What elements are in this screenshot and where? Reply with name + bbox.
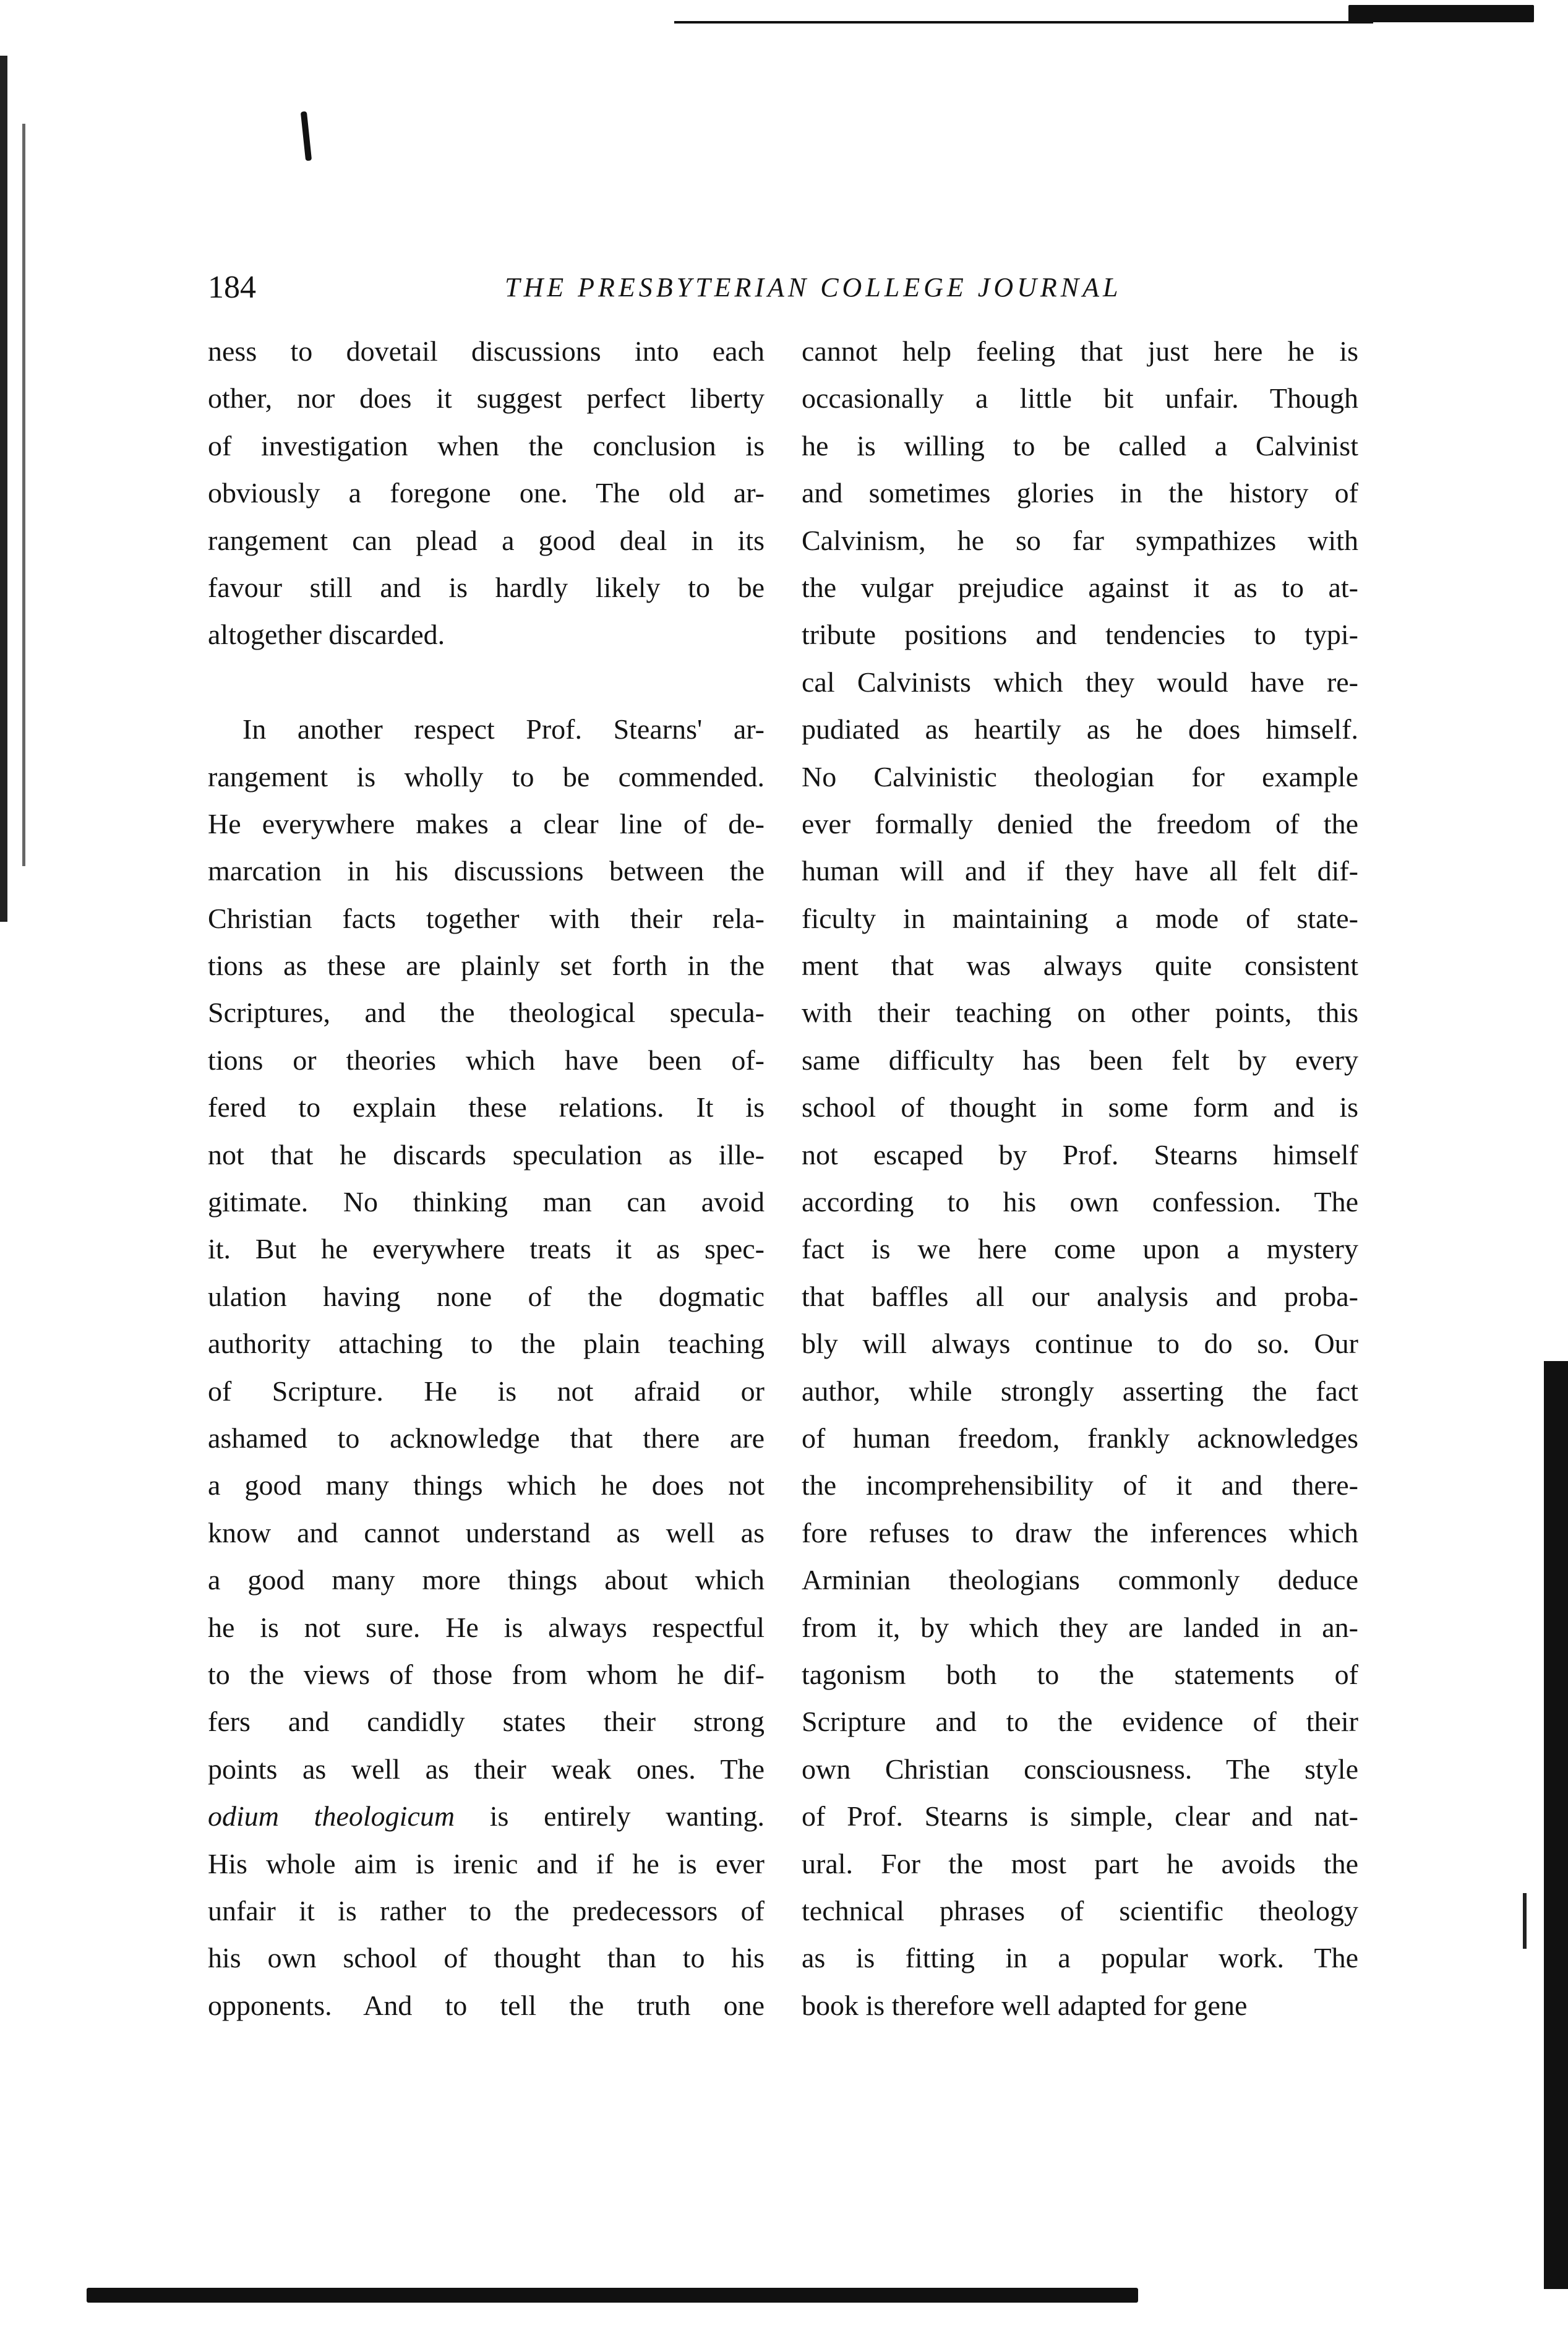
top-scan-rule-thick	[1348, 5, 1534, 22]
italic-phrase: odium theologicum	[208, 1800, 455, 1832]
text-line: In another respect Prof. Stearns' ar-	[242, 713, 765, 745]
text-line: of Scripture. He is not afraid or	[208, 1375, 765, 1407]
text-line: and sometimes glories in the history of	[802, 477, 1358, 509]
text-line: with their teaching on other points, this	[802, 997, 1358, 1029]
text-line: as is fitting in a popular work. The	[802, 1942, 1358, 1974]
text-line: ment that was always quite consistent	[802, 950, 1358, 982]
text-line: same difficulty has been felt by every	[802, 1044, 1358, 1076]
text-line: occasionally a little bit unfair. Though	[802, 382, 1358, 414]
text-line: book is therefore well adapted for gene	[802, 1989, 1248, 2021]
text-line: authority attaching to the plain teaching	[208, 1328, 765, 1360]
text-line: fers and candidly states their strong	[208, 1706, 765, 1738]
text-line: technical phrases of scientific theology	[802, 1894, 1358, 1926]
text-line: the vulgar prejudice against it as to at-	[802, 571, 1358, 603]
journal-title: THE PRESBYTERIAN COLLEGE JOURNAL	[505, 272, 1122, 303]
text-line: his own school of thought than to his	[208, 1942, 765, 1974]
text-line: ever formally denied the freedom of the	[802, 807, 1358, 840]
text-line: opponents. And to tell the truth one	[208, 1989, 765, 2021]
text-line: tions as these are plainly set forth in the	[208, 950, 765, 982]
left-column	[208, 328, 765, 2029]
text-line: gitimate. No thinking man can avoid	[208, 1186, 765, 1218]
text-line: altogether discarded.	[208, 619, 445, 651]
text-line: obviously a foregone one. The old ar-	[208, 477, 765, 509]
text-line: marcation in his discussions between the	[208, 855, 765, 887]
text-line: know and cannot understand as well as	[208, 1516, 765, 1548]
text-line: bly will always continue to do so. Our	[802, 1328, 1358, 1360]
text-line: not that he discards speculation as ille-	[208, 1138, 765, 1170]
text-line: Christian facts together with their rela-	[208, 902, 765, 934]
text-line: cal Calvinists which they would have re-	[802, 666, 1358, 698]
text-line: author, while strongly asserting the fact	[802, 1375, 1358, 1407]
right-page-edge	[1544, 1361, 1568, 2289]
text-line: school of thought in some form and is	[802, 1091, 1358, 1123]
text-line: a good many things which he does not	[208, 1469, 765, 1501]
text-line: Scriptures, and the theological specula-	[208, 997, 765, 1029]
left-page-edge	[0, 56, 7, 922]
text-line: not escaped by Prof. Stearns himself	[802, 1138, 1358, 1170]
text-line: tions or theories which have been of-	[208, 1044, 765, 1076]
text-line: he is willing to be called a Calvinist	[802, 429, 1358, 462]
text-line: according to his own confession. The	[802, 1186, 1358, 1218]
paragraph-gap	[208, 659, 765, 706]
text-line: Arminian theologians commonly deduce	[802, 1564, 1358, 1596]
text-line: ness to dovetail discussions into each	[208, 335, 765, 367]
text-fragment: is entirely wanting.	[455, 1800, 765, 1832]
text-line: ural. For the most part he avoids the	[802, 1847, 1358, 1879]
text-line: of investigation when the conclusion is	[208, 429, 765, 462]
text-line: points as well as their weak ones. The	[208, 1753, 765, 1785]
text-line: fore refuses to draw the inferences which	[802, 1516, 1358, 1548]
text-line: cannot help feeling that just here he is	[802, 335, 1358, 367]
text-line: No Calvinistic theologian for example	[802, 760, 1358, 792]
text-line: He everywhere makes a clear line of de-	[208, 807, 765, 840]
text-line: Scripture and to the evidence of their	[802, 1706, 1358, 1738]
text-line: tribute positions and tendencies to typi-	[802, 619, 1358, 651]
right-column	[802, 328, 1358, 2029]
text-line: rangement can plead a good deal in its	[208, 524, 765, 556]
text-line: His whole aim is irenic and if he is ever	[208, 1847, 765, 1879]
page-number: 184	[208, 270, 256, 305]
text-line: fact is we here come upon a mystery	[802, 1233, 1358, 1265]
text-line: tagonism both to the statements of	[802, 1658, 1358, 1690]
text-line: to the views of those from whom he dif-	[208, 1658, 765, 1690]
stray-ink-mark	[301, 111, 312, 161]
text-line: pudiated as heartily as he does himself.	[802, 713, 1358, 745]
right-margin-mark	[1523, 1893, 1527, 1949]
text-line: human will and if they have all felt dif-	[802, 855, 1358, 887]
text-line: of Prof. Stearns is simple, clear and nat-	[802, 1800, 1358, 1832]
text-line: fered to explain these relations. It is	[208, 1091, 765, 1123]
text-line: the incomprehensibility of it and there-	[802, 1469, 1358, 1501]
text-line: favour still and is hardly likely to be	[208, 571, 765, 603]
text-line: it. But he everywhere treats it as spec-	[208, 1233, 765, 1265]
text-line: own Christian consciousness. The style	[802, 1753, 1358, 1785]
text-line: he is not sure. He is always respectful	[208, 1611, 765, 1643]
top-scan-rule	[674, 21, 1373, 24]
text-line: that baffles all our analysis and proba-	[802, 1280, 1358, 1312]
text-line: ulation having none of the dogmatic	[208, 1280, 765, 1312]
text-line: other, nor does it suggest perfect liberty	[208, 382, 765, 414]
running-header	[208, 266, 1343, 309]
text-line: rangement is wholly to be commended.	[208, 760, 765, 792]
text-line: of human freedom, frankly acknowledges	[802, 1422, 1358, 1454]
text-line: ficulty in maintaining a mode of state-	[802, 902, 1358, 934]
text-line: Calvinism, he so far sympathizes with	[802, 524, 1358, 556]
text-line: from it, by which they are landed in an-	[802, 1611, 1358, 1643]
bottom-scan-rule	[87, 2288, 1138, 2303]
text-line-with-italic	[208, 1793, 765, 1840]
text-line: ashamed to acknowledge that there are	[208, 1422, 765, 1454]
text-line: a good many more things about which	[208, 1564, 765, 1596]
left-page-edge-shadow	[22, 124, 25, 866]
text-line: unfair it is rather to the predecessors of	[208, 1894, 765, 1926]
